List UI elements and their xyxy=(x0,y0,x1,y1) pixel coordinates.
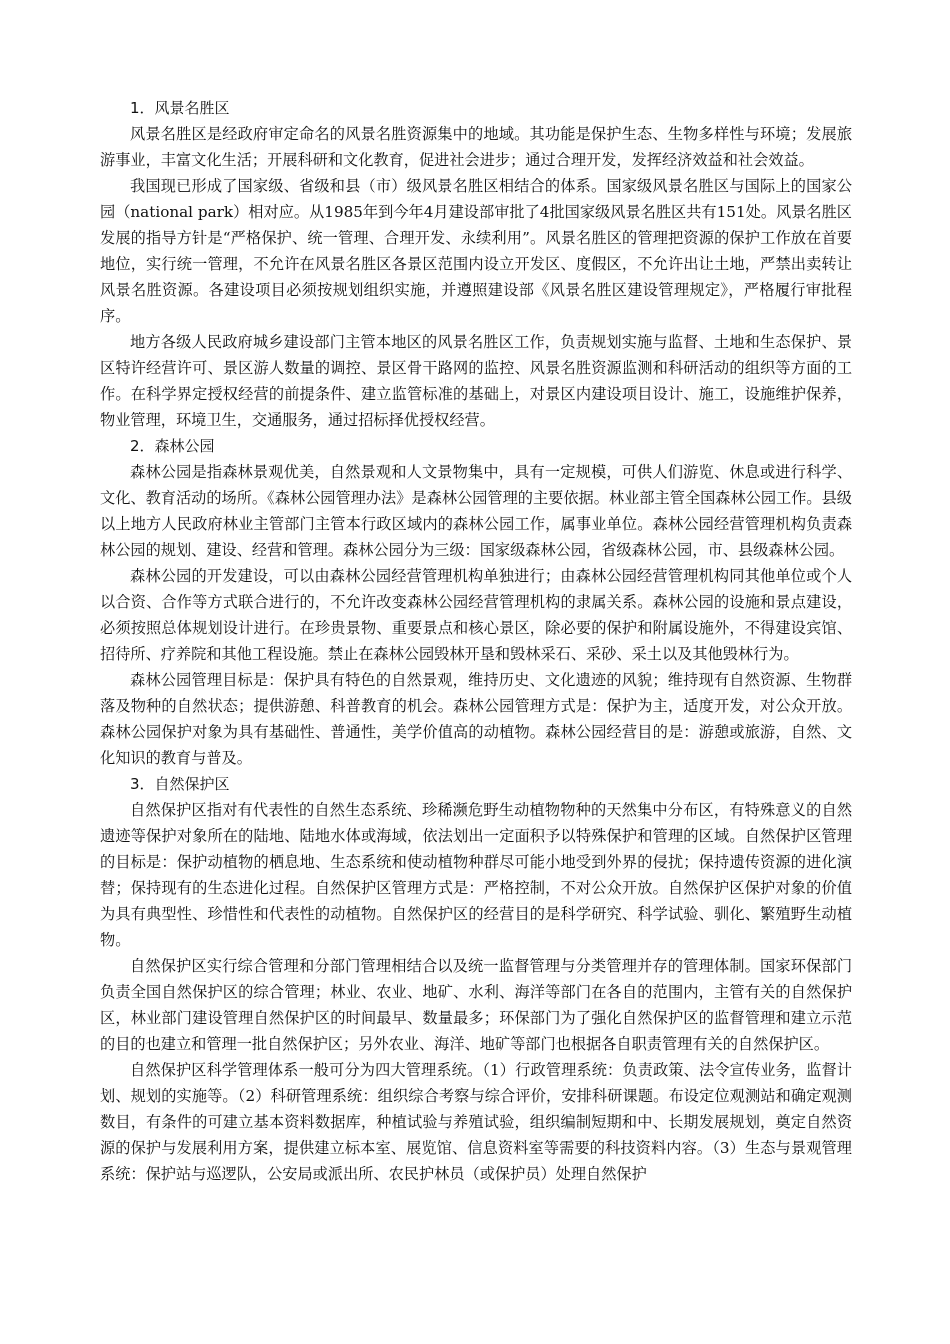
section-nature-reserves xyxy=(100,771,852,1187)
paragraph: 自然保护区科学管理体系一般可分为四大管理系统。（1）行政管理系统：负责政策、法令宣传业务，监督计划、规划的实施等。（2）科研管理系统：组织综合考察与综合评价，安排科研课题。布设定位观测站和确定观测数目，有条件的可建立基本资料数据库，种植试验与养殖试验，组织编制短期和中、长期发展规划，奠定自然资源的保护与发展利用方案，提供建立标本室、展览馆、信息资料室等需要的科技资料内容。（3）生态与景观管理系统：保护站与巡逻队，公安局或派出所、农民护林员（或保护员）处理自然保护 xyxy=(100,1061,852,1183)
document-body xyxy=(100,95,852,1187)
paragraph: 自然保护区指对有代表性的自然生态系统、珍稀濒危野生动植物物种的天然集中分布区，有特殊意义的自然遗迹等保护对象所在的陆地、陆地水体或海域，依法划出一定面积予以特殊保护和管理的区域。自然保护区管理的目标是：保护动植物的栖息地、生态系统和使动植物种群尽可能小地受到外界的侵扰；保持遗传资源的进化演替；保持现有的生态进化过程。自然保护区管理方式是：严格控制，不对公众开放。自然保护区保护对象的价值为具有典型性、珍惜性和代表性的动植物。自然保护区的经营目的是科学研究、科学试验、驯化、繁殖野生动植物。 xyxy=(100,801,852,949)
paragraph: 森林公园的开发建设，可以由森林公园经营管理机构单独进行；由森林公园经营管理机构同其他单位或个人以合资、合作等方式联合进行的，不允许改变森林公园经营管理机构的隶属关系。森林公园的设施和景点建设，必须按照总体规划设计进行。在珍贵景物、重要景点和核心景区，除必要的保护和附属设施外，不得建设宾馆、招待所、疗养院和其他工程设施。禁止在森林公园毁林开垦和毁林采石、采砂、采土以及其他毁林行为。 xyxy=(100,567,852,663)
section-heading: 2．森林公园 xyxy=(130,437,215,455)
section-heading: 3．自然保护区 xyxy=(130,775,230,793)
paragraph: 风景名胜区是经政府审定命名的风景名胜资源集中的地域。其功能是保护生态、生物多样性与环境；发展旅游事业，丰富文化生活；开展科研和文化教育，促进社会进步；通过合理开发，发挥经济效益和社会效益。 xyxy=(100,125,852,169)
paragraph: 地方各级人民政府城乡建设部门主管本地区的风景名胜区工作，负责规划实施与监督、土地和生态保护、景区特许经营许可、景区游人数量的调控、景区骨干路网的监控、风景名胜资源监测和科研活动的组织等方面的工作。在科学界定授权经营的前提条件、建立监管标准的基础上，对景区内建设项目设计、施工，设施维护保养，物业管理，环境卫生，交通服务，通过招标择优授权经营。 xyxy=(100,333,852,429)
paragraph: 森林公园是指森林景观优美，自然景观和人文景物集中，具有一定规模，可供人们游览、休息或进行科学、文化、教育活动的场所。《森林公园管理办法》是森林公园管理的主要依据。林业部主管全国森林公园工作。县级以上地方人民政府林业主管部门主管本行政区域内的森林公园工作，属事业单位。森林公园经营管理机构负责森林公园的规划、建设、经营和管理。森林公园分为三级：国家级森林公园，省级森林公园，市、县级森林公园。 xyxy=(100,463,852,559)
section-heading: 1．风景名胜区 xyxy=(130,99,230,117)
paragraph: 自然保护区实行综合管理和分部门管理相结合以及统一监督管理与分类管理并存的管理体制。国家环保部门负责全国自然保护区的综合管理；林业、农业、地矿、水利、海洋等部门在各自的范围内，主管有关的自然保护区，林业部门建设管理自然保护区的时间最早、数量最多；环保部门为了强化自然保护区的监督管理和建立示范的目的也建立和管理一批自然保护区；另外农业、海洋、地矿等部门也根据各自职责管理有关的自然保护区。 xyxy=(100,957,852,1053)
section-scenic-areas xyxy=(100,95,852,433)
section-forest-parks xyxy=(100,433,852,771)
paragraph: 森林公园管理目标是：保护具有特色的自然景观，维持历史、文化遗迹的风貌；维持现有自然资源、生物群落及物种的自然状态；提供游憩、科普教育的机会。森林公园管理方式是：保护为主，适度开发，对公众开放。森林公园保护对象为具有基础性、普通性，美学价值高的动植物。森林公园经营目的是：游憩或旅游，自然、文化知识的教育与普及。 xyxy=(100,671,852,767)
paragraph: 我国现已形成了国家级、省级和县（市）级风景名胜区相结合的体系。国家级风景名胜区与国际上的国家公园（national park）相对应。从1985年到今年4月建设部审批了4批国家级风景名胜区共有151处。风景名胜区发展的指导方针是“严格保护、统一管理、合理开发、永续利用”。风景名胜区的管理把资源的保护工作放在首要地位，实行统一管理，不允许在风景名胜区各景区范围内设立开发区、度假区，不允许出让土地，严禁出卖转让风景名胜资源。各建设项目必须按规划组织实施，并遵照建设部《风景名胜区建设管理规定》，严格履行审批程序。 xyxy=(100,177,852,325)
